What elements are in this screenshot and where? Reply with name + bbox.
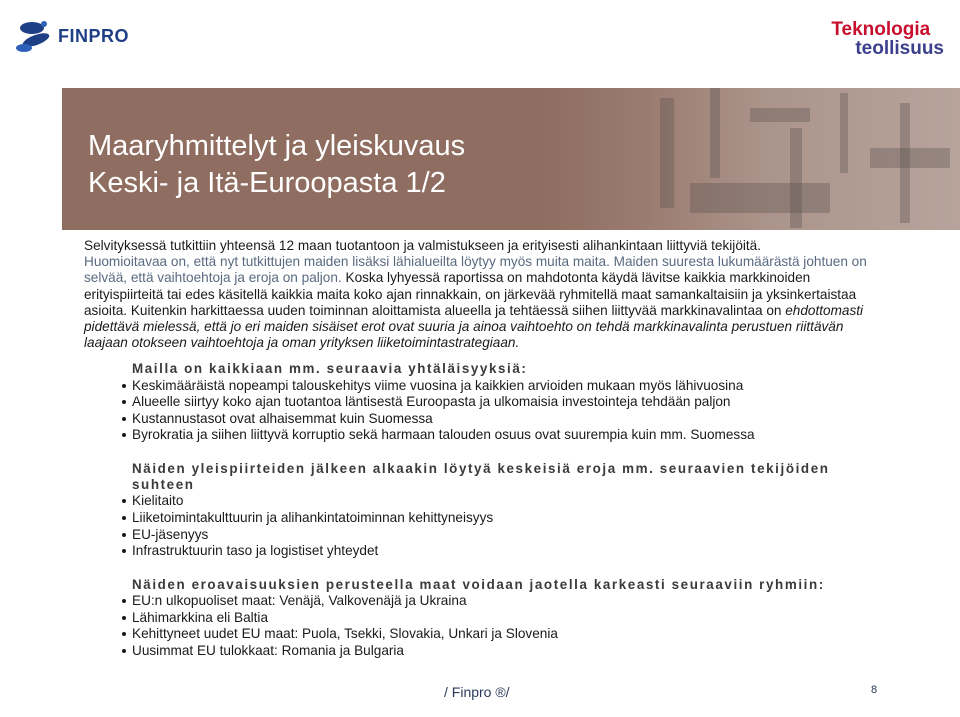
list-item: Alueelle siirtyy koko ajan tuotantoa läntisestä Euroopasta ja ulkomaisia investointeja tehdään paljon: [132, 394, 874, 411]
bullet-icon: [122, 417, 126, 421]
intro-paragraph-2-text: Huomioitavaa on, että nyt tutkittujen maiden lisäksi lähialueilta löytyy myös muita maita. Maiden suuresta lukumäärästä johtuen on selvää, että vaihtoehtoja ja eroja on paljon.: [84, 254, 867, 286]
list-item: Kielitaito: [132, 493, 874, 510]
bullet-icon: [122, 384, 126, 388]
intro-paragraph-4-emphasis: ehdottomasti pidettävä mielessä, että jo eri maiden sisäiset erot ovat suuria ja ainoa vaihtoehto on tehdä markkinavalinta perustuen riittävän laajaan otokseen vaihtoehtoja ja oman yrityksen liiketoimintastrategiaan.: [84, 302, 864, 351]
section-groups: [84, 577, 874, 593]
title-line-2: Keski- ja Itä-Euroopasta 1/2: [88, 167, 446, 199]
list-item: EU:n ulkopuoliset maat: Venäjä, Valkovenäjä ja Ukraina: [132, 593, 874, 610]
section-heading-groups: Näiden eroavaisuuksien perusteella maat voidaan jaotella karkeasti seuraaviin ryhmiin:: [132, 576, 825, 592]
intro-paragraph-2: [84, 254, 874, 351]
list-item: Kehittyneet uudet EU maat: Puola, Tsekki, Slovakia, Unkari ja Slovenia: [132, 626, 874, 643]
bullet-icon: [122, 632, 126, 636]
intro-paragraph-4-text: Kuitenkin harkittaessa uuden toiminnan aloittamista alueella ja tehtäessä siihen liittyvää markkinavalintaa on: [130, 302, 782, 318]
title-line-1: Maaryhmittelyt ja yleiskuvaus: [88, 130, 466, 162]
intro-text: [84, 238, 874, 351]
list-item: Uusimmat EU tulokkaat: Romania ja Bulgaria: [132, 643, 874, 660]
list-item: Keskimääräistä nopeampi talouskehitys viime vuosina ja kaikkien arvioiden mukaan myös lähivuosina: [132, 378, 874, 395]
list-item: Byrokratia ja siihen liittyvä korruptio sekä harmaan talouden osuus ovat suurempia kuin mm. Suomessa: [132, 427, 874, 444]
section-heading-similarities: Mailla on kaikkiaan mm. seuraavia yhtäläisyyksiä:: [132, 361, 528, 377]
bullet-icon: [122, 549, 126, 553]
bullet-icon: [122, 400, 126, 404]
bullet-icon: [122, 533, 126, 537]
finpro-logo: [10, 14, 150, 58]
slide-content: [84, 238, 874, 659]
bullet-icon: [122, 433, 126, 437]
similarities-list: [84, 378, 874, 444]
bullet-icon: [122, 499, 126, 503]
factory-photo: [540, 88, 960, 230]
finpro-swirl-icon: [10, 14, 56, 58]
teollisuus-text: teollisuus: [855, 38, 944, 59]
list-item: Liiketoimintakulttuurin ja alihankintatoiminnan kehittyneisyys: [132, 510, 874, 527]
teknologiateollisuus-logo: [831, 20, 944, 58]
section-differences: [84, 461, 874, 493]
intro-paragraph-1: Selvityksessä tutkittiin yhteensä 12 maan tuotantoon ja valmistukseen ja erityisesti alihankintaan liittyviä tekijöitä.: [84, 238, 762, 253]
list-item: Lähimarkkina eli Baltia: [132, 610, 874, 627]
groups-list: [84, 593, 874, 659]
page-title: [88, 128, 465, 202]
list-item: Infrastruktuurin taso ja logistiset yhteydet: [132, 543, 874, 560]
list-item: Kustannustasot ovat alhaisemmat kuin Suomessa: [132, 411, 874, 428]
page-number: 8: [871, 684, 878, 696]
bullet-icon: [122, 516, 126, 520]
teknologia-text: Teknologia: [831, 19, 931, 40]
footer-text: / Finpro ®/: [444, 684, 510, 700]
bullet-icon: [122, 649, 126, 653]
bullet-icon: [122, 616, 126, 620]
title-banner: [62, 88, 960, 230]
bullet-icon: [122, 599, 126, 603]
list-item: EU-jäsenyys: [132, 527, 874, 544]
section-similarities: [84, 361, 874, 377]
finpro-wordmark: FINPRO: [58, 26, 130, 46]
section-heading-differences: Näiden yleispiirteiden jälkeen alkaakin löytyä keskeisiä eroja mm. seuraavien tekijöiden suhteen: [132, 461, 830, 493]
differences-list: [84, 493, 874, 559]
intro-paragraph-3-text: Koska lyhyessä raportissa on mahdotonta käydä lävitse kaikkia markkinoiden erityispiirteitä tai edes käsitellä kaikkia maita koko ajan rinnakkain, on järkevää ryhmitellä maat samankaltaisiin ja yksinkertaistaa asioita.: [84, 270, 857, 318]
